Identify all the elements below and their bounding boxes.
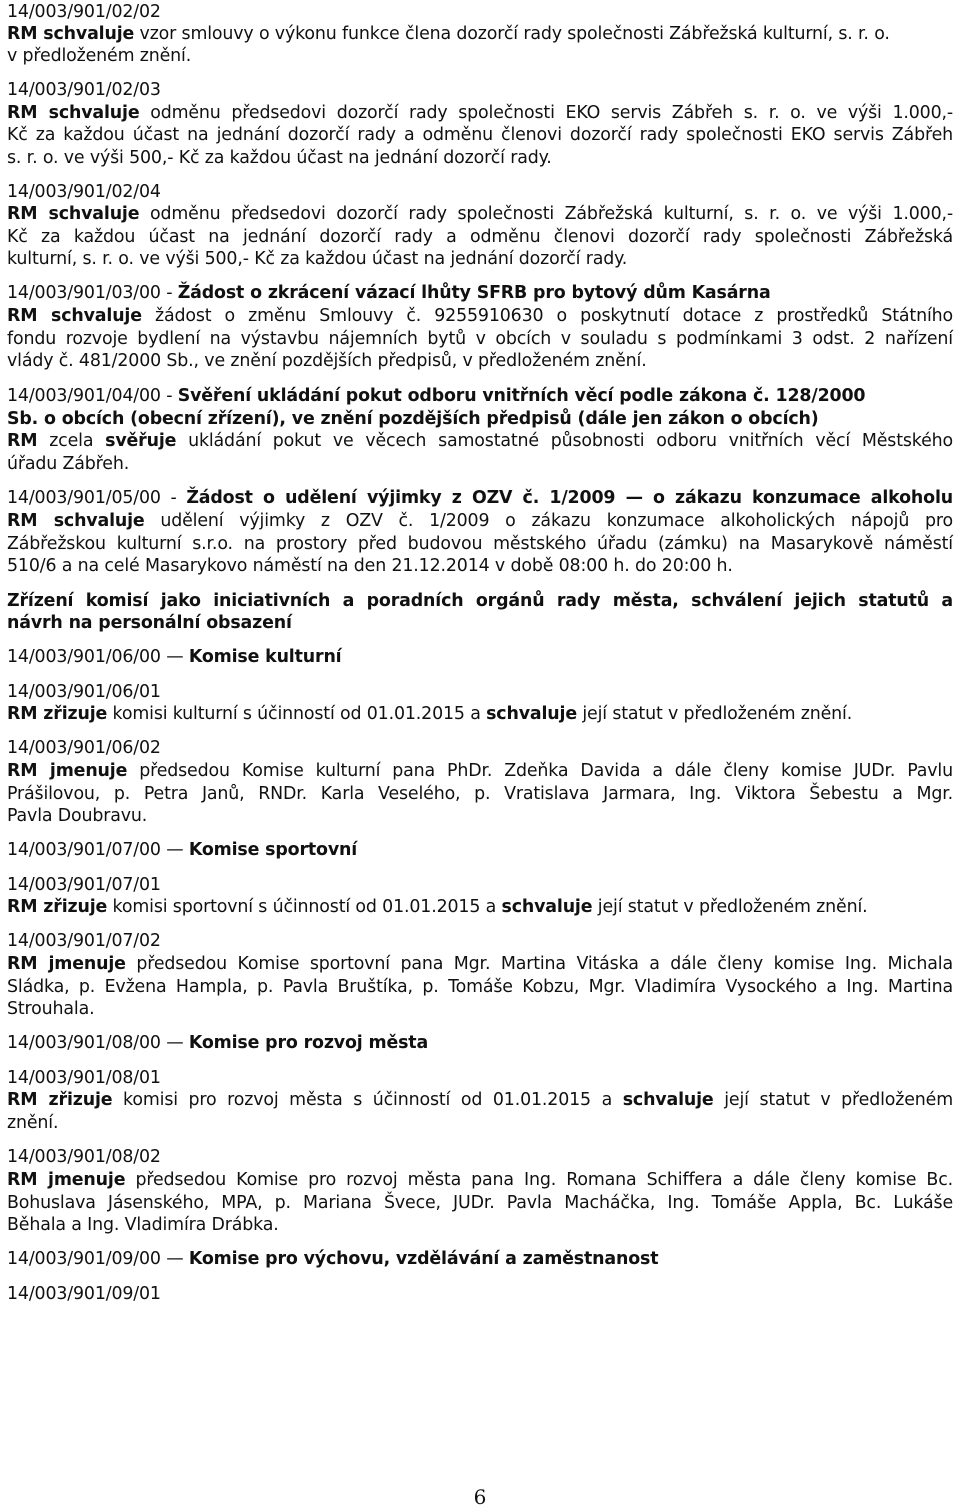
- bold-text: návrh na personální obsazení: [7, 613, 292, 633]
- text-run: úřadu Zábřeh.: [7, 454, 130, 474]
- bold-text: Sb. o obcích (obecní zřízení), ve znění pozdějších předpisů (dále jen zákon o obcích): [7, 409, 819, 429]
- text-run: 14/003/901/09/01: [7, 1284, 161, 1304]
- text-run: 14/003/901/07/01: [7, 875, 161, 895]
- text-line: [7, 226, 953, 248]
- bold-text: RM schvaluje: [7, 103, 140, 123]
- text-run: Kč za každou účast na jednání dozorčí rady a odměnu členovi dozorčí rady společnosti EKO servis Zábřeh: [7, 125, 953, 145]
- text-line: [7, 79, 161, 101]
- bold-text: Komise kulturní: [188, 647, 342, 667]
- text-line: [7, 533, 953, 555]
- text-line: [7, 147, 552, 169]
- text-run: předsedou Komise pro rozvoj města pana Ing. Romana Schiffera a dále členy komise Bc.: [125, 1170, 953, 1190]
- text-run: vlády č. 481/2000 Sb., ve znění pozdějších předpisů, v předloženém znění.: [7, 351, 647, 371]
- bold-text: Komise pro rozvoj města: [188, 1033, 429, 1053]
- text-run: 14/003/901/08/00 —: [7, 1033, 189, 1053]
- text-run: Bohuslava Jásenského, MPA, p. Mariana Švece, JUDr. Pavla Macháčka, Ing. Tomáše Appla, Bc. Lukáše: [7, 1193, 953, 1213]
- text-run: 14/003/901/02/02: [7, 2, 161, 22]
- text-line: [7, 783, 953, 805]
- bold-text: Komise pro výchovu, vzdělávání a zaměstnanost: [188, 1249, 659, 1269]
- text-run: 14/003/901/09/00 —: [7, 1249, 189, 1269]
- text-line: [7, 328, 953, 350]
- text-line: [7, 976, 953, 998]
- bold-text: schvaluje: [486, 704, 577, 724]
- text-line: [7, 953, 953, 975]
- text-line: [7, 1, 161, 23]
- bold-text: RM jmenuje: [7, 1170, 126, 1190]
- text-line: [7, 896, 868, 918]
- text-run: s. r. o. ve výši 500,- Kč za každou účast na jednání dozorčí rady.: [7, 148, 552, 168]
- page-number: 6: [473, 1485, 487, 1509]
- text-line: [7, 282, 771, 304]
- bold-text: RM jmenuje: [7, 954, 126, 974]
- bold-text: Žádost o zkrácení vázací lhůty SFRB pro bytový dům Kasárna: [177, 283, 771, 303]
- text-run: její statut v předloženém znění.: [576, 704, 853, 724]
- text-line: [7, 203, 953, 225]
- text-line: [7, 430, 953, 452]
- text-line: [7, 385, 865, 407]
- text-line: [7, 350, 647, 372]
- text-line: [7, 510, 953, 532]
- text-line: [7, 248, 627, 270]
- text-run: odměnu předsedovi dozorčí rady společnosti EKO servis Zábřeh s. r. o. ve výši 1.000,-: [139, 103, 953, 123]
- bold-text: Svěření ukládání pokut odboru vnitřních věcí podle zákona č. 128/2000: [177, 386, 866, 406]
- text-line: [7, 703, 852, 725]
- bold-text: RM schvaluje: [7, 204, 140, 224]
- text-line: [7, 1283, 161, 1305]
- text-run: její statut v předloženém znění.: [592, 897, 868, 917]
- bold-text: svěřuje: [105, 431, 177, 451]
- text-run: fondu rozvoje bydlení na výstavbu nájemních bytů v obcích v souladu s podmínkami 3 odst. 2 nařízení: [7, 329, 953, 349]
- text-line: [7, 555, 733, 577]
- text-line: [7, 124, 953, 146]
- text-run: kulturní, s. r. o. ve výši 500,- Kč za každou účast na jednání dozorčí rady.: [7, 249, 628, 269]
- text-run: 14/003/901/06/02: [7, 738, 161, 758]
- text-line: [7, 930, 161, 952]
- text-line: [7, 839, 357, 861]
- text-line: [7, 45, 191, 67]
- text-line: [7, 760, 953, 782]
- text-line: [7, 305, 953, 327]
- text-run: 14/003/901/02/03: [7, 80, 161, 100]
- text-run: předsedou Komise kulturní pana PhDr. Zdeňka Davida a dále členy komise JUDr. Pavlu: [127, 761, 953, 781]
- text-line: [7, 1146, 161, 1168]
- text-run: 510/6 a na celé Masarykovo náměstí na den 21.12.2014 v době 08:00 h. do 20:00 h.: [7, 556, 733, 576]
- text-line: [7, 681, 161, 703]
- text-run: 14/003/901/03/00 -: [7, 283, 178, 303]
- text-line: [7, 646, 341, 668]
- text-run: 14/003/901/06/00 —: [7, 647, 189, 667]
- bold-text: RM zřizuje: [7, 1090, 113, 1110]
- text-line: [7, 612, 292, 634]
- text-run: znění.: [7, 1113, 59, 1133]
- text-run: Strouhala.: [7, 999, 95, 1019]
- text-line: [7, 590, 953, 612]
- text-line: [7, 737, 161, 759]
- bold-text: RM zřizuje: [7, 704, 108, 724]
- text-run: 14/003/901/07/00 —: [7, 840, 189, 860]
- bold-text: schvaluje: [501, 897, 593, 917]
- text-run: 14/003/901/05/00 -: [7, 488, 187, 508]
- text-line: [7, 874, 161, 896]
- text-run: její statut v předloženém: [713, 1090, 953, 1110]
- text-run: 14/003/901/04/00 -: [7, 386, 178, 406]
- bold-text: RM jmenuje: [7, 761, 128, 781]
- bold-text: RM schvaluje: [7, 24, 135, 44]
- text-line: [7, 998, 94, 1020]
- text-run: komisi kulturní s účinností od 01.01.2015 a: [107, 704, 487, 724]
- bold-text: RM: [7, 431, 38, 451]
- text-run: Běhala a Ing. Vladimíra Drábka.: [7, 1215, 279, 1235]
- bold-text: Zřízení komisí jako iniciativních a poradních orgánů rady města, schválení jejich statutů a: [7, 591, 953, 611]
- text-run: odměnu předsedovi dozorčí rady společnosti Zábřežská kulturní, s. r. o. ve výši 1.000,-: [139, 204, 953, 224]
- text-run: zcela: [37, 431, 106, 451]
- text-run: v předloženém znění.: [7, 46, 192, 66]
- text-line: [7, 1089, 953, 1111]
- text-line: [7, 453, 129, 475]
- bold-text: RM schvaluje: [7, 511, 145, 531]
- text-run: Sládka, p. Evžena Hampla, p. Pavla Bruštíka, p. Tomáše Kobzu, Mgr. Vladimíra Vysockého a Ing. Martina: [7, 977, 953, 997]
- text-run: předsedou Komise sportovní pana Mgr. Martina Vitáska a dále členy komise Ing. Michala: [125, 954, 953, 974]
- text-line: [7, 487, 953, 509]
- text-run: vzor smlouvy o výkonu funkce člena dozorčí rady společnosti Zábřežská kulturní, s. r. o.: [134, 24, 890, 44]
- text-run: 14/003/901/07/02: [7, 931, 161, 951]
- text-line: [7, 102, 953, 124]
- bold-text: Žádost o udělení výjimky z OZV č. 1/2009 — o zákazu konzumace alkoholu: [186, 488, 953, 508]
- text-run: 14/003/901/02/04: [7, 182, 161, 202]
- text-run: komisi pro rozvoj města s účinností od 01.01.2015 a: [112, 1090, 623, 1110]
- text-line: [7, 1248, 658, 1270]
- text-run: Pavla Doubravu.: [7, 806, 148, 826]
- text-line: [7, 1032, 428, 1054]
- text-line: [7, 1169, 953, 1191]
- text-run: 14/003/901/08/02: [7, 1147, 161, 1167]
- text-run: žádost o změnu Smlouvy č. 9255910630 o poskytnutí dotace z prostředků Státního: [141, 306, 953, 326]
- text-run: udělení výjimky z OZV č. 1/2009 o zákazu konzumace alkoholických nápojů pro: [144, 511, 953, 531]
- text-run: ukládání pokut ve věcech samostatné působnosti odboru vnitřních věcí Městského: [176, 431, 953, 451]
- text-line: [7, 23, 890, 45]
- text-line: [7, 1192, 953, 1214]
- bold-text: RM zřizuje: [7, 897, 108, 917]
- text-line: [7, 1067, 161, 1089]
- text-line: [7, 1214, 279, 1236]
- text-run: Prášilovou, p. Petra Janů, RNDr. Karla Veselého, p. Vratislava Jarmara, Ing. Viktora Šebestu a Mgr.: [7, 784, 953, 804]
- text-line: [7, 805, 147, 827]
- text-run: Zábřežskou kulturní s.r.o. na prostory před budovou městského úřadu (zámku) na Masarykově náměstí: [7, 534, 953, 554]
- bold-text: Komise sportovní: [188, 840, 358, 860]
- text-line: [7, 408, 819, 430]
- bold-text: RM schvaluje: [7, 306, 142, 326]
- text-line: [7, 181, 161, 203]
- text-run: Kč za každou účast na jednání dozorčí rady a odměnu členovi dozorčí rady společnosti Zábřežská: [7, 227, 953, 247]
- text-line: [7, 1112, 58, 1134]
- text-run: 14/003/901/06/01: [7, 682, 161, 702]
- bold-text: schvaluje: [622, 1090, 714, 1110]
- text-run: 14/003/901/08/01: [7, 1068, 161, 1088]
- text-run: komisi sportovní s účinností od 01.01.2015 a: [107, 897, 502, 917]
